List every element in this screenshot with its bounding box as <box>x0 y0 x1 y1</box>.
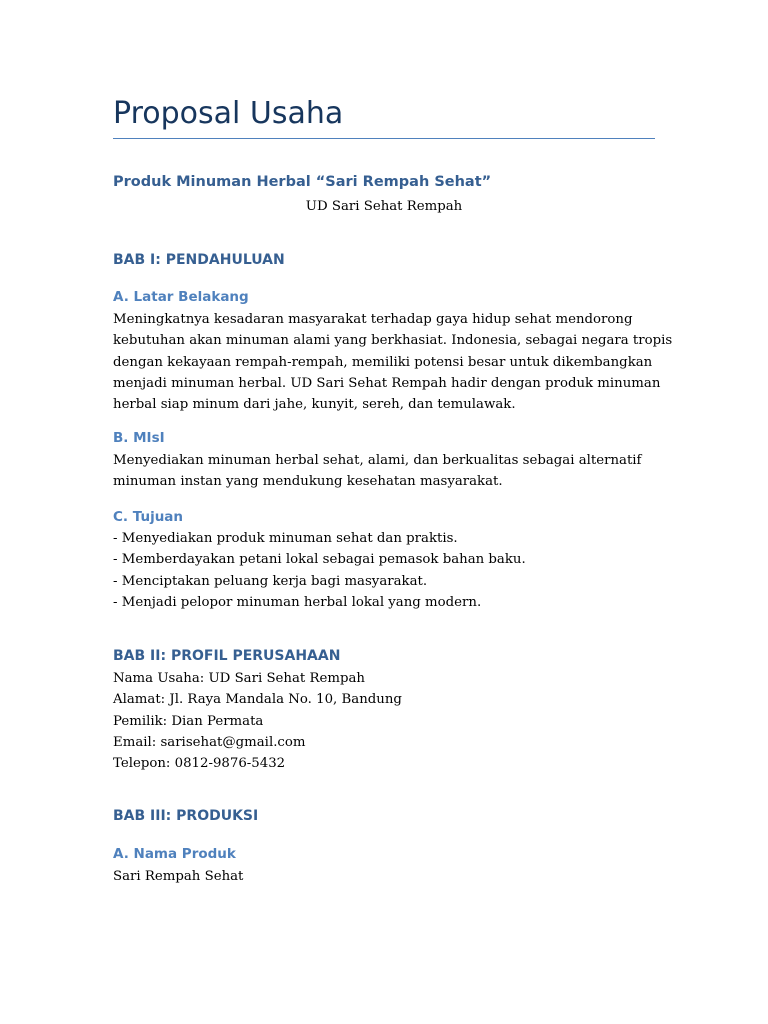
company-name-line: UD Sari Sehat Rempah <box>305 199 463 214</box>
bab3-heading: BAB III: PRODUKSI <box>113 808 259 824</box>
profile-line: Email: sarisehat@gmail.com <box>113 734 306 750</box>
paragraph-line: menjadi minuman herbal. UD Sari Sehat Rempah hadir dengan produk minuman <box>113 375 661 391</box>
list-item: - Memberdayakan petani lokal sebagai pemasok bahan baku. <box>113 552 526 568</box>
tujuan-list <box>113 528 655 613</box>
profile-line: Alamat: Jl. Raya Mandala No. 10, Bandung <box>113 692 402 708</box>
title-underline-rule <box>113 138 655 139</box>
latar-belakang-heading: A. Latar Belakang <box>113 289 249 305</box>
company-profile-details <box>113 668 655 774</box>
paragraph-line: Meningkatnya kesadaran masyarakat terhadap gaya hidup sehat mendorong <box>113 312 633 327</box>
list-item: - Menciptakan peluang kerja bagi masyarakat. <box>113 573 428 589</box>
nama-produk-paragraph <box>113 866 655 887</box>
list-item: - Menjadi pelopor minuman herbal lokal yang modern. <box>113 594 482 610</box>
document-subtitle: Produk Minuman Herbal “Sari Rempah Sehat” <box>113 174 492 190</box>
profile-line: Telepon: 0812-9876-5432 <box>113 756 286 772</box>
latar-belakang-paragraph <box>113 309 673 415</box>
document-title: Proposal Usaha <box>113 96 344 131</box>
paragraph-line: dengan kekayaan rempah-rempah, memiliki potensi besar untuk dikembangkan <box>113 354 653 370</box>
tujuan-heading: C. Tujuan <box>113 509 184 525</box>
nama-produk-heading: A. Nama Produk <box>113 846 236 862</box>
profile-line: Pemilik: Dian Permata <box>113 713 264 729</box>
paragraph-line: kebutuhan akan minuman alami yang berkhasiat. Indonesia, sebagai negara tropis <box>113 333 673 349</box>
paragraph-line: Sari Rempah Sehat <box>113 869 244 884</box>
bab1-heading: BAB I: PENDAHULUAN <box>113 252 285 268</box>
paragraph-line: herbal siap minum dari jahe, kunyit, sereh, dan temulawak. <box>113 397 516 413</box>
bab2-heading: BAB II: PROFIL PERUSAHAAN <box>113 648 341 664</box>
misi-heading: B. MIsI <box>113 430 165 446</box>
list-item: - Menyediakan produk minuman sehat dan praktis. <box>113 531 458 546</box>
misi-paragraph <box>113 450 655 493</box>
paragraph-line: minuman instan yang mendukung kesehatan masyarakat. <box>113 474 503 490</box>
profile-line: Nama Usaha: UD Sari Sehat Rempah <box>113 671 365 686</box>
paragraph-line: Menyediakan minuman herbal sehat, alami, dan berkualitas sebagai alternatif <box>113 453 642 468</box>
